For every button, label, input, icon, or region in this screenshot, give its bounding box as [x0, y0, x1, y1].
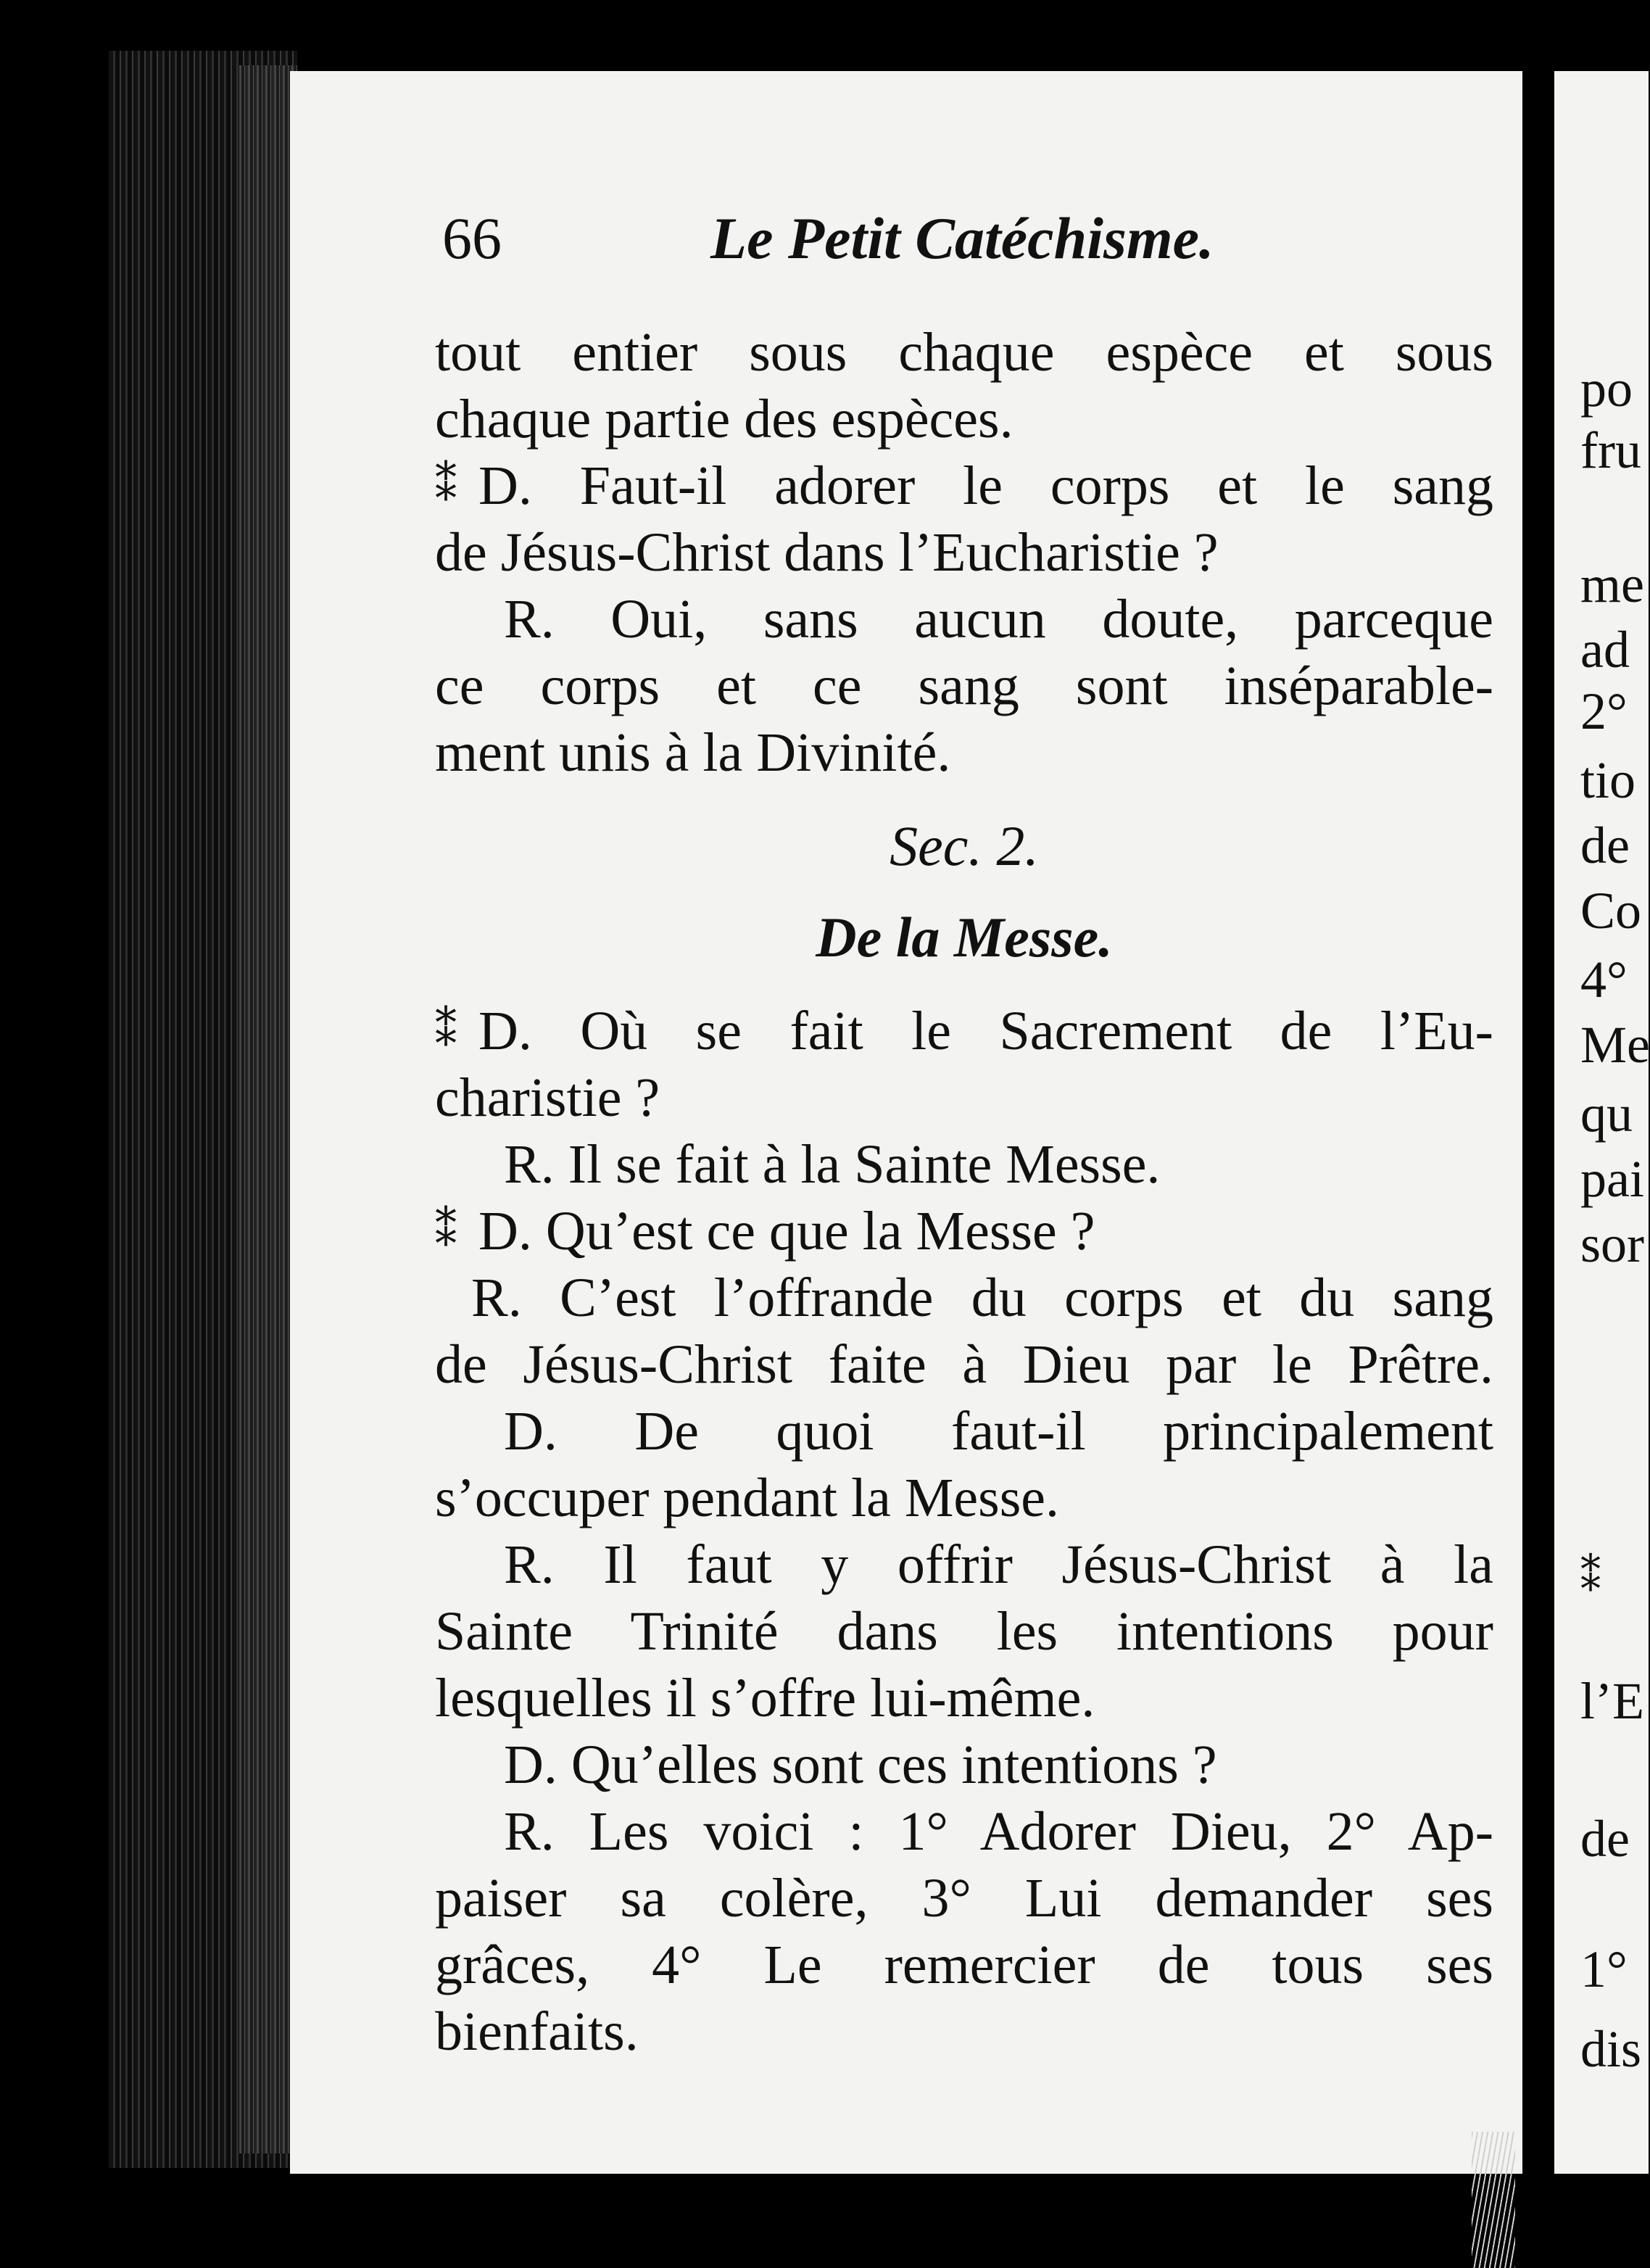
text-line: paiser sa colère, 3° Lui demander ses	[435, 1868, 1493, 1929]
answer-line: R. Il faut y offrir Jésus-Christ à la	[504, 1534, 1493, 1595]
facing-text: de	[1580, 816, 1630, 874]
text-line: ce corps et ce sang sont inséparable-	[435, 655, 1493, 716]
text-line: bienfaits.	[435, 2001, 639, 2062]
facing-text: 1°	[1580, 1940, 1628, 1998]
facing-text: Co	[1580, 882, 1642, 940]
facing-text: 2°	[1580, 682, 1628, 740]
section-number: Sec. 2.	[890, 814, 1039, 877]
facing-asterism: ⁑	[1580, 1555, 1601, 1600]
section-title: De la Messe.	[816, 906, 1113, 969]
facing-text: ad	[1580, 621, 1630, 679]
facing-text: 4°	[1580, 951, 1628, 1009]
facing-text: tio	[1580, 751, 1636, 809]
facing-text: Me	[1580, 1016, 1650, 1074]
page-number: 66	[442, 205, 502, 271]
asterism-marker: ⁑	[435, 462, 457, 510]
text-line: de Jésus-Christ faite à Dieu par le Prêtre.	[435, 1334, 1493, 1395]
text-line: de Jésus-Christ dans l’Eucharistie ?	[435, 522, 1219, 583]
answer-line: R. Il se fait à la Sainte Messe.	[504, 1134, 1161, 1195]
running-title: Le Petit Catéchisme.	[710, 205, 1214, 271]
facing-text: me	[1580, 555, 1644, 613]
text-line: charistie ?	[435, 1067, 660, 1128]
text-line: ment unis à la Divinité.	[435, 722, 951, 783]
facing-text: fru	[1580, 421, 1641, 479]
facing-text: l’E	[1580, 1672, 1644, 1730]
facing-text: pai	[1580, 1150, 1644, 1208]
question-line	[435, 452, 1493, 519]
question-line	[435, 998, 1493, 1064]
answer-line: R. C’est l’offrande du corps et du sang	[471, 1267, 1493, 1328]
facing-text: dis	[1580, 2020, 1642, 2078]
question-line: D. De quoi faut-il principalement	[504, 1401, 1493, 1462]
text-line: grâces, 4° Le remercier de tous ses	[435, 1934, 1493, 1995]
page-header	[442, 204, 1486, 277]
question-text: D. Où se fait le Sacrement de l’Eu-	[478, 1001, 1493, 1061]
text-line: tout entier sous chaque espèce et sous	[435, 322, 1493, 383]
text-line: s’occuper pendant la Messe.	[435, 1468, 1060, 1528]
bookmark-thread	[1472, 2132, 1515, 2268]
text-line: lesquelles il s’offre lui-même.	[435, 1668, 1095, 1729]
question-text: D. Faut-il adorer le corps et le sang	[478, 455, 1493, 516]
facing-text: de	[1580, 1810, 1630, 1868]
page-body	[435, 319, 1493, 2065]
question-line: D. Qu’elles sont ces intentions ?	[504, 1734, 1217, 1795]
facing-text: po	[1580, 360, 1633, 418]
question-line	[435, 1198, 1493, 1265]
answer-line: R. Oui, sans aucun doute, parceque	[504, 589, 1493, 650]
facing-text: sor	[1580, 1215, 1644, 1273]
facing-text: qu	[1580, 1085, 1633, 1143]
question-text: D. Qu’est ce que la Messe ?	[478, 1201, 1095, 1262]
book-page-edges-inner	[239, 65, 297, 2153]
text-line: chaque partie des espèces.	[435, 389, 1013, 450]
text-line: Sainte Trinité dans les intentions pour	[435, 1601, 1493, 1662]
asterism-marker: ⁑	[435, 1007, 457, 1055]
answer-line: R. Les voici : 1° Adorer Dieu, 2° Ap-	[504, 1801, 1493, 1862]
asterism-marker: ⁑	[435, 1207, 457, 1255]
